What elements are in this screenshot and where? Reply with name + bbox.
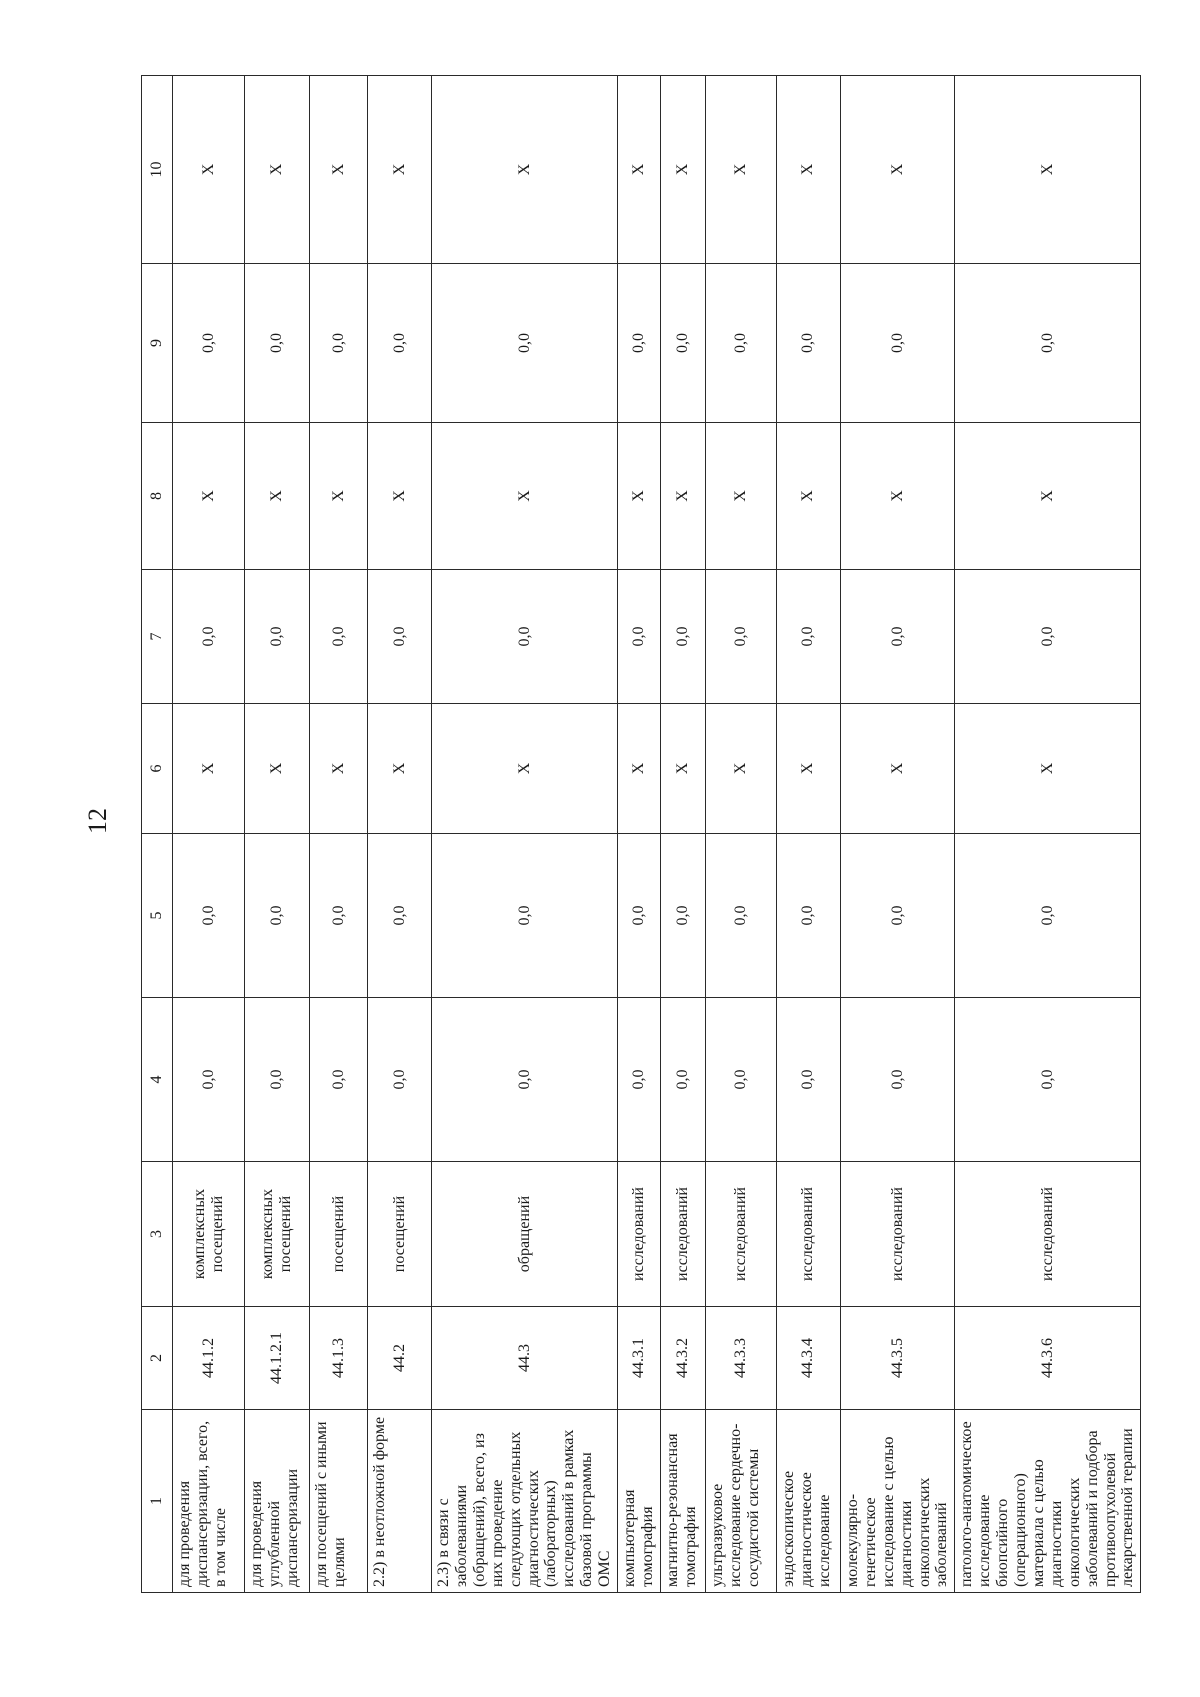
table-cell: 0,0 [310,998,368,1162]
row-label: патолого-анатомическое исследование биопсийного (операционного) материала с целью диагностики онкологических заболеваний и подбора противоопухолевой лекарственной терапии [955,1410,1141,1593]
table-cell: X [368,76,432,264]
table-row [368,76,432,1593]
header-cell: 10 [142,76,173,264]
table-cell: 0,0 [310,570,368,704]
table-cell: 44.3.1 [618,1307,661,1410]
table-cell: 44.1.3 [310,1307,368,1410]
table-cell: 0,0 [955,570,1141,704]
table-cell: исследований [705,1162,776,1307]
table-cell: 44.3.3 [705,1307,776,1410]
table-cell: X [776,423,840,570]
table-cell: 0,0 [618,570,661,704]
table-cell: 0,0 [432,570,618,704]
table-row [310,76,368,1593]
table-cell: 0,0 [310,834,368,998]
table-cell: X [173,76,245,264]
table-cell: X [776,76,840,264]
table-row [173,76,245,1593]
table-cell: посещений [310,1162,368,1307]
table-cell: 0,0 [776,570,840,704]
table-cell: 0,0 [368,264,432,423]
table-cell: 0,0 [955,998,1141,1162]
row-label: для проведения диспансеризации, всего, в том числе [173,1410,245,1593]
table-cell: 0,0 [660,998,705,1162]
table-cell: 0,0 [368,834,432,998]
table-cell: 44.3.6 [955,1307,1141,1410]
table-cell: X [245,704,310,834]
table-cell: X [245,423,310,570]
table-cell: 0,0 [955,834,1141,998]
table-cell: 0,0 [776,998,840,1162]
table-cell: X [310,76,368,264]
table-cell: обращений [432,1162,618,1307]
row-label: компьютерная томография [618,1410,661,1593]
table-cell: 0,0 [618,834,661,998]
table-cell: исследований [776,1162,840,1307]
header-cell: 4 [142,998,173,1162]
row-label: для посещений с иными целями [310,1410,368,1593]
table-row [618,76,661,1593]
table-cell: 0,0 [173,998,245,1162]
table-cell: 44.3.5 [840,1307,954,1410]
table-cell: 0,0 [368,998,432,1162]
table-cell: X [618,423,661,570]
table-cell: X [955,423,1141,570]
table-cell: комплексных посещений [173,1162,245,1307]
header-cell: 9 [142,264,173,423]
table-cell: 0,0 [618,264,661,423]
table-cell: 0,0 [840,570,954,704]
table-cell: X [840,423,954,570]
table-cell: X [432,704,618,834]
table-cell: X [432,76,618,264]
rotated-table-container [141,76,1137,1593]
header-cell: 8 [142,423,173,570]
table-row [705,76,776,1593]
table-cell: исследований [618,1162,661,1307]
table-row [955,76,1141,1593]
table-cell: X [432,423,618,570]
table-cell: X [618,704,661,834]
table-cell: X [705,704,776,834]
table-cell: 44.3 [432,1307,618,1410]
row-label: 2.3) в связи с заболеваниями (обращений), всего, из них проведение следующих отдельных диагностических (лабораторных) исследований в рамках базовой программы ОМС [432,1410,618,1593]
table-cell: 44.1.2 [173,1307,245,1410]
table-cell: 0,0 [432,834,618,998]
table-cell: X [955,76,1141,264]
table-cell: посещений [368,1162,432,1307]
table-cell: X [310,423,368,570]
table-cell: X [840,704,954,834]
table-row [432,76,618,1593]
table-cell: 0,0 [368,570,432,704]
table-cell: X [776,704,840,834]
table-cell: 44.3.4 [776,1307,840,1410]
table-cell: 0,0 [245,570,310,704]
table-cell: 0,0 [705,264,776,423]
table-cell: 0,0 [310,264,368,423]
table-cell: 0,0 [432,998,618,1162]
table-cell: 0,0 [776,834,840,998]
table-cell: 0,0 [840,264,954,423]
table-cell: 0,0 [840,834,954,998]
table-row [840,76,954,1593]
table-cell: 0,0 [776,264,840,423]
table-cell: 44.2 [368,1307,432,1410]
header-cell: 5 [142,834,173,998]
table-cell: X [660,704,705,834]
row-label: молекулярно-генетическое исследование с целью диагностики онкологических заболеваний [840,1410,954,1593]
table-cell: 0,0 [955,264,1141,423]
row-label: для проведения углубленной диспансеризации [245,1410,310,1593]
table-cell: X [173,704,245,834]
header-cell: 1 [142,1410,173,1593]
table-cell: 0,0 [432,264,618,423]
table-cell: 0,0 [660,570,705,704]
table-cell: 0,0 [245,834,310,998]
table-cell: 44.1.2.1 [245,1307,310,1410]
table-cell: X [368,423,432,570]
table-cell: X [660,76,705,264]
row-label: 2.2) в неотложной форме [368,1410,432,1593]
table-cell: 0,0 [173,834,245,998]
row-label: магнитно-резонансная томография [660,1410,705,1593]
table-cell: 0,0 [705,834,776,998]
table-cell: X [310,704,368,834]
page-number: 12 [83,808,112,834]
table-cell: 0,0 [245,264,310,423]
table-cell: X [173,423,245,570]
header-cell: 6 [142,704,173,834]
table-row [245,76,310,1593]
table-cell: 0,0 [705,570,776,704]
table-row [776,76,840,1593]
table-cell: 0,0 [660,264,705,423]
table-cell: X [705,76,776,264]
table-cell: исследований [955,1162,1141,1307]
table-cell: комплексных посещений [245,1162,310,1307]
table-cell: X [618,76,661,264]
table-cell: 0,0 [173,264,245,423]
table-cell: 0,0 [705,998,776,1162]
table-cell: 0,0 [173,570,245,704]
table-cell: X [840,76,954,264]
table-cell: X [955,704,1141,834]
header-cell: 2 [142,1307,173,1410]
table-cell: 44.3.2 [660,1307,705,1410]
data-table [141,75,1141,1593]
table-cell: X [245,76,310,264]
header-row [142,76,173,1593]
table-cell: X [368,704,432,834]
table-cell: 0,0 [840,998,954,1162]
table-row [660,76,705,1593]
row-label: ультразвуковое исследование сердечно-сосудистой системы [705,1410,776,1593]
table-cell: исследований [660,1162,705,1307]
table-cell: 0,0 [245,998,310,1162]
table-cell: X [705,423,776,570]
table-cell: исследований [840,1162,954,1307]
header-cell: 3 [142,1162,173,1307]
row-label: эндоскопическое диагностическое исследование [776,1410,840,1593]
table-cell: 0,0 [660,834,705,998]
table-cell: 0,0 [618,998,661,1162]
header-cell: 7 [142,570,173,704]
table-cell: X [660,423,705,570]
